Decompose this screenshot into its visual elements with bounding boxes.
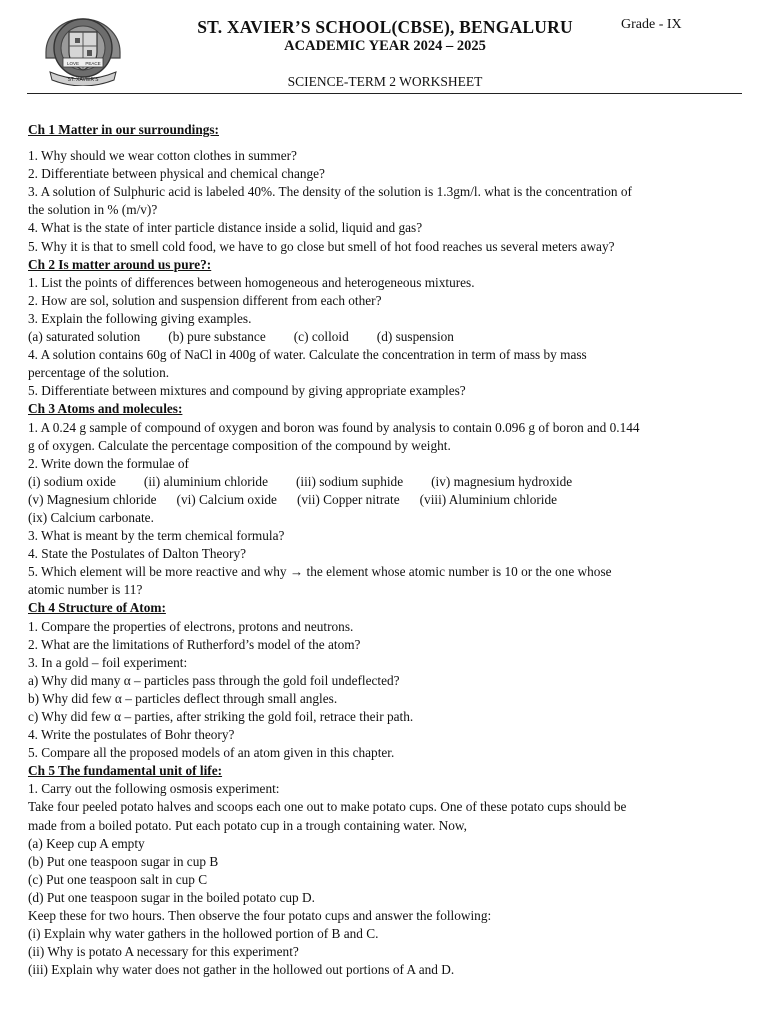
academic-year: ACADEMIC YEAR 2024 – 2025 [284,38,486,54]
ch1-question-3-line-2: the solution in % (m/v)? [28,202,158,218]
ch4-question-3: 3. In a gold – foil experiment: [28,654,188,670]
ch2-question-2: 2. How are sol, solution and suspension different from each other? [28,292,382,308]
ch3-formula-row-1 [28,473,746,491]
ch3-question-1-line-1: 1. A 0.24 g sample of compound of oxygen and boron was found by analysis to contain 0.096 g of boron and 0.144 [28,419,640,435]
ch4-question-4: 4. Write the postulates of Bohr theory? [28,727,235,743]
ch4-question-1: 1. Compare the properties of electrons, protons and neutrons. [28,618,354,634]
school-name: ST. XAVIER’S SCHOOL(CBSE), BENGALURU [197,17,573,37]
svg-text:PEACE: PEACE [85,61,101,66]
grade-label: Grade - IX [621,17,682,32]
ch4-question-2: 2. What are the limitations of Rutherford’s model of the atom? [28,636,361,652]
option-item: (b) pure substance [168,329,266,345]
ch1-question-4: 4. What is the state of inter particle distance inside a solid, liquid and gas? [28,220,423,236]
ch5-step-a: (a) Keep cup A empty [28,835,145,851]
formula-item: (viii) Aluminium chloride [419,491,558,507]
chapter-2-title: Ch 2 Is matter around us pure?: [28,256,212,272]
chapter-4-title: Ch 4 Structure of Atom: [28,600,166,616]
ch3-question-3: 3. What is meant by the term chemical formula? [28,528,285,544]
ch1-question-3-line-1: 3. A solution of Sulphuric acid is labeled 40%. The density of the solution is 1.3gm/l. what is the concentration of [28,184,632,200]
formula-item: (iii) sodium suphide [295,473,404,489]
formula-item: (vii) Copper nitrate [296,491,400,507]
ch5-question-1: 1. Carry out the following osmosis experiment: [28,781,280,797]
option-item: (a) saturated solution [28,329,141,345]
ch5-question-i: (i) Explain why water gathers in the hollowed portion of B and C. [28,926,379,942]
ch3-formula-row-2 [28,491,746,509]
ch5-step-b: (b) Put one teaspoon sugar in cup B [28,853,219,869]
option-item: (c) colloid [293,329,349,345]
ch2-question-3-options [28,328,746,346]
header-divider [27,93,742,94]
ch5-question-ii: (ii) Why is potato A necessary for this experiment? [28,944,299,960]
ch3-question-1-line-2: g of oxygen. Calculate the percentage composition of the compound by weight. [28,437,451,453]
ch5-instructions-line-1: Take four peeled potato halves and scoops each one out to make potato cups. One of these potato cups should be [28,799,627,815]
formula-item: (vi) Calcium oxide [176,491,277,507]
ch2-question-4-line-1: 4. A solution contains 60g of NaCl in 400g of water. Calculate the concentration in term of mass by mass [28,347,587,363]
chapter-5-title: Ch 5 The fundamental unit of life: [28,763,223,779]
ch5-observe-instruction: Keep these for two hours. Then observe the four potato cups and answer the following: [28,908,492,924]
ch4-question-3a: a) Why did many α – particles pass through the gold foil undeflected? [28,672,400,688]
chapter-3-title: Ch 3 Atoms and molecules: [28,401,183,417]
ch5-question-iii: (iii) Explain why water does not gather in the hollowed out portions of A and D. [28,962,455,978]
svg-text:ST. XAVIER'S: ST. XAVIER'S [67,77,99,83]
ch4-question-3c: c) Why did few α – parties, after striking the gold foil, retrace their path. [28,709,414,724]
ch2-question-1: 1. List the points of differences between homogeneous and heterogeneous mixtures. [28,274,475,290]
formula-item: (i) sodium oxide [28,473,116,489]
worksheet-body [28,121,746,979]
ch1-question-5: 5. Why it is that to smell cold food, we have to go close but smell of hot food reaches us several meters away? [28,238,615,254]
option-item: (d) suspension [376,329,454,345]
chapter-1-title: Ch 1 Matter in our surroundings: [28,122,219,137]
ch1-question-2: 2. Differentiate between physical and chemical change? [28,166,325,182]
ch3-question-4: 4. State the Postulates of Dalton Theory? [28,546,247,562]
ch2-question-4-line-2: percentage of the solution. [28,365,170,381]
ch3-question-5-line-1: 5. Which element will be more reactive and why → the element whose atomic number is 10 or the one whose [28,564,612,580]
ch5-step-d: (d) Put one teaspoon sugar in the boiled potato cup D. [28,889,315,905]
formula-item: (iv) magnesium hydroxide [431,473,573,489]
ch5-instructions-line-2: made from a boiled potato. Put each potato cup in a trough containing water. Now, [28,817,467,833]
ch3-formula-row-3: (ix) Calcium carbonate. [28,509,154,525]
school-crest-logo [42,14,124,86]
ch4-question-5: 5. Compare all the proposed models of an atom given in this chapter. [28,745,395,761]
svg-text:LOVE: LOVE [66,61,80,66]
worksheet-title: SCIENCE-TERM 2 WORKSHEET [287,74,483,89]
ch1-question-1: 1. Why should we wear cotton clothes in summer? [28,148,297,164]
ch3-question-2: 2. Write down the formulae of [28,455,189,471]
formula-item: (v) Magnesium chloride [28,491,157,507]
ch4-question-3b: b) Why did few α – particles deflect through small angles. [28,690,338,706]
ch3-question-5-line-2: atomic number is 11? [28,582,143,598]
ch5-step-c: (c) Put one teaspoon salt in cup C [28,871,208,887]
formula-item: (ii) aluminium chloride [143,473,268,489]
ch2-question-5: 5. Differentiate between mixtures and compound by giving appropriate examples? [28,383,466,399]
ch2-question-3: 3. Explain the following giving examples. [28,310,252,326]
worksheet-header [0,0,768,96]
